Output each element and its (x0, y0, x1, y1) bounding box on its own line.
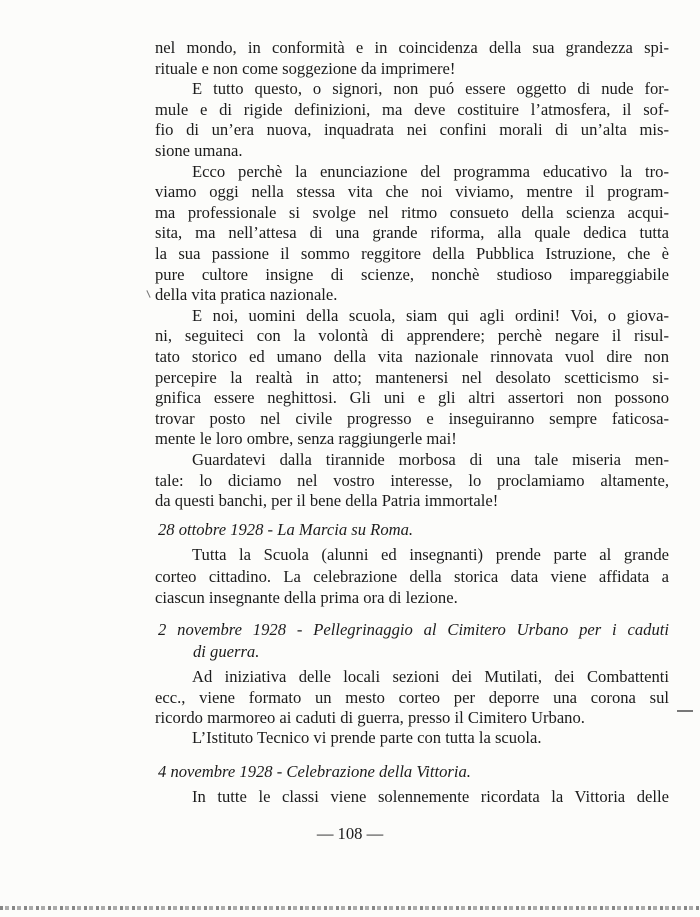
text-line: trovar posto nel civile progresso e inseguiranno sempre faticosa- (155, 408, 669, 428)
scan-mark (677, 710, 693, 712)
page-number: — 108 — (316, 824, 384, 843)
text-line: E noi, uomini della scuola, siam qui agli ordini! Voi, o giova- (192, 305, 669, 325)
text-line: 2 novembre 1928 - Pellegrinaggio al Cimitero Urbano per i caduti (158, 620, 669, 639)
text-line: tato storico ed umano della vita nazionale rinnovata vuol dire non (155, 347, 669, 366)
text-line: Ad iniziativa delle locali sezioni dei Mutilati, dei Combattenti (192, 667, 669, 686)
text-line: ecc., viene formato un mesto corteo per deporre una corona sul (155, 688, 669, 707)
text-line: ni, seguiteci con la volontà di apprendere; perchè negare il risul- (155, 326, 669, 346)
text-line: la sua passione il sommo reggitore della Pubblica Istruzione, che è (155, 244, 669, 263)
text-line: rituale e non come soggezione da imprimere! (155, 58, 456, 78)
text-line: della vita pratica nazionale. (155, 285, 338, 305)
text-line: mule e di rigide definizioni, ma deve costituire l’atmosfera, il sof- (155, 99, 669, 119)
text-line: mente le loro ombre, senza raggiungerle mai! (155, 429, 457, 449)
text-line: 4 novembre 1928 - Celebrazione della Vittoria. (158, 762, 471, 781)
text-line: viamo oggi nella stessa vita che noi viviamo, mentre il program- (155, 182, 669, 202)
text-line: Ecco perchè la enunciazione del programma educativo la tro- (192, 161, 669, 181)
text-line: pure cultore insigne di scienze, nonchè studioso impareggiabile (155, 264, 669, 284)
text-line: nel mondo, in conformità e in coincidenza della sua grandezza spi- (155, 38, 669, 57)
scan-bottom-edge (0, 906, 700, 910)
text-line: tale: lo diciamo nel vostro interesse, lo proclamiamo altamente, (155, 470, 669, 490)
text-line: In tutte le classi viene solennemente ricordata la Vittoria delle (192, 787, 669, 806)
text-line: 28 ottobre 1928 - La Marcia su Roma. (158, 520, 414, 539)
text-line: corteo cittadino. La celebrazione della storica data viene affidata a (155, 567, 669, 586)
text-line: E tutto questo, o signori, non puó essere oggetto di nude for- (192, 79, 669, 99)
text-line: L’Istituto Tecnico vi prende parte con tutta la scuola. (192, 728, 542, 747)
scan-speck (146, 290, 150, 298)
text-line: Tutta la Scuola (alunni ed insegnanti) prende parte al grande (192, 545, 669, 564)
text-line: gnifica essere neghittosi. Gli uni e gli altri assertori non possono (155, 388, 669, 408)
text-line: di guerra. (193, 642, 260, 661)
text-line: sione umana. (155, 141, 243, 160)
text-line: fio di un’era nuova, inquadrata nei confini morali di un’alta mis- (155, 120, 669, 140)
text-line: ricordo marmoreo ai caduti di guerra, presso il Cimitero Urbano. (155, 708, 585, 727)
text-line: Guardatevi dalla tirannide morbosa di una tale miseria men- (192, 450, 669, 469)
text-line: ciascun insegnante della prima ora di lezione. (155, 588, 458, 607)
text-line: da questi banchi, per il bene della Patria immortale! (155, 491, 499, 511)
text-line: percepire la realtà in atto; mantenersi nel desolato scetticismo si- (155, 367, 669, 387)
text-line: sita, ma nell’attesa di una grande riforma, alla quale dedica tutta (155, 223, 669, 243)
text-line: ma professionale si svolge nel ritmo consueto della scienza acqui- (155, 202, 669, 222)
